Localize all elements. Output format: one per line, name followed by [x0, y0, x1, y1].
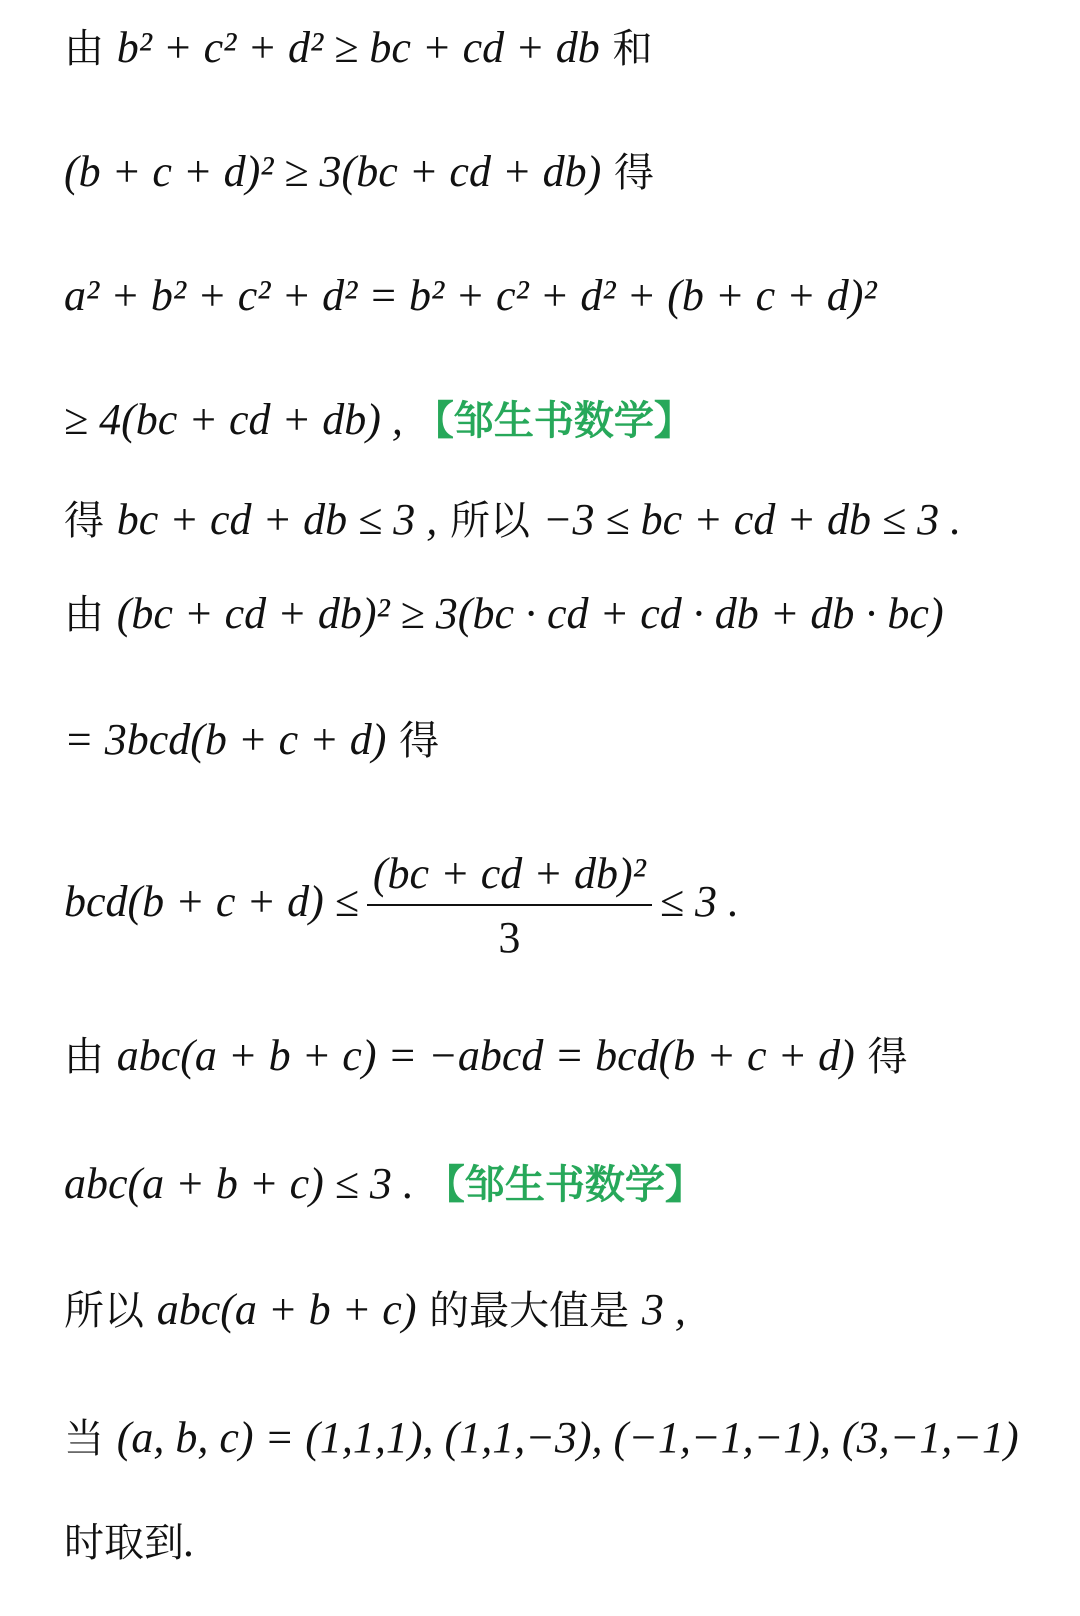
line-3: [64, 271, 877, 320]
line-12: [64, 1413, 1019, 1462]
line-6-formula: (bc + cd + db)² ≥ 3(bc · cd + cd · db + db · bc): [116, 589, 944, 638]
line-5: [64, 495, 962, 544]
line-3-formula: a² + b² + c² + d² = b² + c² + d² + (b + c + d)²: [64, 271, 877, 320]
line-9: [64, 1031, 908, 1080]
line-2-formula: (b + c + d)² ≥ 3(bc + cd + db): [64, 147, 602, 196]
fraction-denominator: 3: [498, 913, 521, 962]
line-13-prefix: 时取到: [64, 1520, 184, 1566]
line-10: [64, 1159, 705, 1208]
line-7: [64, 715, 440, 764]
line-8-formula-2: ≤ 3 .: [659, 877, 739, 927]
fraction: [367, 849, 652, 962]
line-1-prefix: 由: [64, 26, 117, 72]
line-11-formula-2: 3 ,: [641, 1285, 686, 1334]
line-13: [64, 1517, 195, 1566]
line-5-middle: 所以: [437, 498, 543, 544]
line-5-formula-2: −3 ≤ bc + cd + db ≤ 3 .: [542, 495, 962, 544]
line-11-middle: 的最大值是: [416, 1288, 642, 1334]
line-1-formula: b² + c² + d² ≥ bc + cd + db: [116, 23, 600, 72]
line-2-suffix: 得: [601, 150, 655, 196]
line-4-formula: ≥ 4(bc + cd + db) ,: [64, 395, 403, 444]
line-11-formula: abc(a + b + c): [156, 1285, 417, 1334]
line-5-prefix: 得: [64, 498, 117, 544]
line-6-prefix: 由: [64, 592, 117, 638]
line-2: [64, 147, 655, 196]
line-5-formula: bc + cd + db ≤ 3 ,: [116, 495, 438, 544]
line-9-formula: abc(a + b + c) = −abcd = bcd(b + c + d): [116, 1031, 855, 1080]
line-7-suffix: 得: [386, 718, 440, 764]
line-8-formula: bcd(b + c + d) ≤: [64, 877, 359, 927]
line-13-period: .: [184, 1517, 195, 1566]
watermark-brand-2: 【邹生书数学】: [424, 1162, 705, 1208]
line-1-suffix: 和: [599, 26, 653, 72]
line-4: [64, 395, 694, 444]
line-1: [64, 23, 653, 72]
fraction-numerator: (bc + cd + db)²: [367, 852, 652, 906]
line-8: [64, 849, 739, 962]
line-7-formula: = 3bcd(b + c + d): [64, 715, 387, 764]
watermark-brand: 【邹生书数学】: [413, 398, 694, 444]
line-6: [64, 589, 944, 638]
line-12-formula: (a, b, c) = (1,1,1), (1,1,−3), (−1,−1,−1), (3,−1,−1): [116, 1413, 1019, 1462]
line-12-prefix: 当: [64, 1416, 117, 1462]
line-9-prefix: 由: [64, 1034, 117, 1080]
line-9-suffix: 得: [854, 1034, 908, 1080]
line-10-formula: abc(a + b + c) ≤ 3 .: [64, 1159, 414, 1208]
line-11: [64, 1285, 686, 1334]
line-11-prefix: 所以: [64, 1288, 157, 1334]
